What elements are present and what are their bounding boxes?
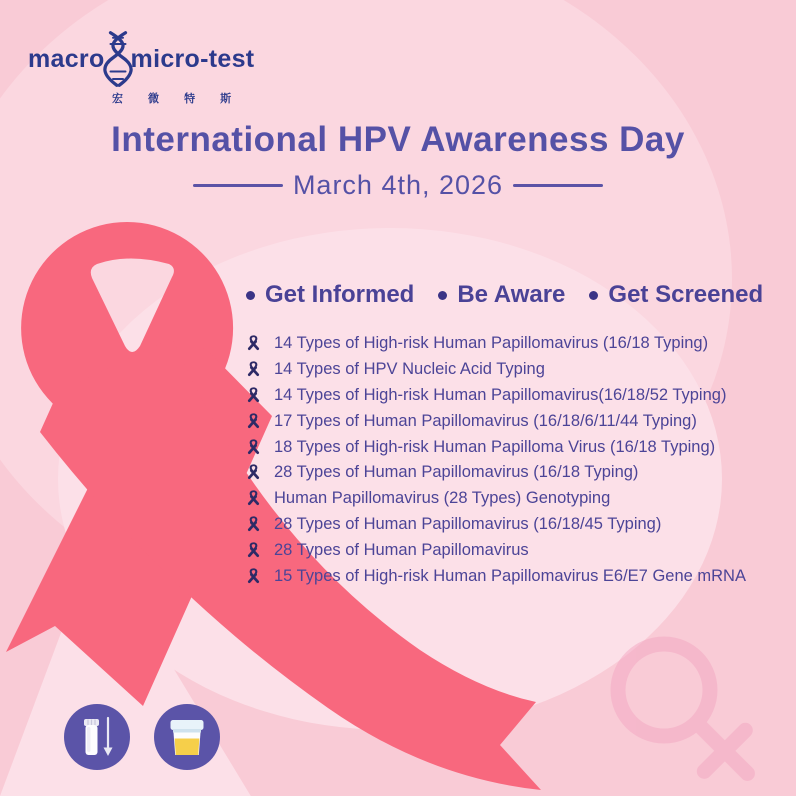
dna-helix-icon [103,30,133,88]
bullet-dot-icon [438,291,447,300]
list-item [247,357,787,383]
assay-label: 28 Types of Human Papillomavirus [274,540,529,559]
assay-label: 14 Types of High-risk Human Papillomavirus (16/18 Typing) [274,334,709,353]
ribbon-bullet-icon [247,361,260,378]
logo-chinese-name: 宏 微 特 斯 [112,93,243,105]
ribbon-bullet-icon [247,542,260,559]
assay-label: 17 Types of Human Papillomavirus (16/18/6/11/44 Typing) [274,411,697,430]
tagline-label: Get Informed [265,281,415,308]
tagline-label: Be Aware [457,281,566,308]
urine-cup-icon [154,704,220,770]
event-date [0,170,796,201]
tagline-item [246,281,414,309]
ribbon-bullet-icon [247,516,260,533]
brand-logo [28,30,258,106]
list-item [247,434,787,460]
assay-label: 15 Types of High-risk Human Papillomavirus E6/E7 Gene mRNA [274,566,746,585]
dash-line-right [513,184,603,187]
assay-label: 14 Types of HPV Nucleic Acid Typing [274,360,545,379]
assay-label: 18 Types of High-risk Human Papilloma Virus (16/18 Typing) [274,437,716,456]
assay-list [247,331,787,589]
ribbon-bullet-icon [247,464,260,481]
logo-text-micro-test: micro-test [130,44,255,73]
bullet-dot-icon [246,291,255,300]
list-item [247,383,787,409]
list-item [247,331,787,357]
list-item [247,460,787,486]
ribbon-bullet-icon [247,335,260,352]
logo-text-macro: macro [28,44,105,73]
swab-and-tube-icon [64,704,130,770]
tagline-label: Get Screened [608,281,764,308]
assay-label: 28 Types of Human Papillomavirus (16/18 Typing) [274,463,639,482]
ribbon-bullet-icon [247,439,260,456]
assay-label: 14 Types of High-risk Human Papillomavirus(16/18/52 Typing) [274,385,727,404]
ribbon-bullet-icon [247,387,260,404]
list-item [247,408,787,434]
ribbon-bullet-icon [247,568,260,585]
dash-line-left [193,184,283,187]
list-item [247,563,787,589]
urine-cup-glyph [167,717,207,757]
swab-tube-glyph [77,715,117,759]
tagline [246,281,763,309]
event-date-text: March 4th, 2026 [292,170,504,200]
assay-label: Human Papillomavirus (28 Types) Genotyping [274,489,611,508]
bullet-dot-icon [589,291,598,300]
list-item [247,512,787,538]
page-title: International HPV Awareness Day [111,120,685,159]
tagline-item [589,281,763,309]
sample-type-icons [64,704,220,770]
tagline-item [438,281,565,309]
list-item [247,537,787,563]
ribbon-bullet-icon [247,413,260,430]
assay-label: 28 Types of Human Papillomavirus (16/18/45 Typing) [274,514,662,533]
list-item [247,486,787,512]
ribbon-bullet-icon [247,490,260,507]
